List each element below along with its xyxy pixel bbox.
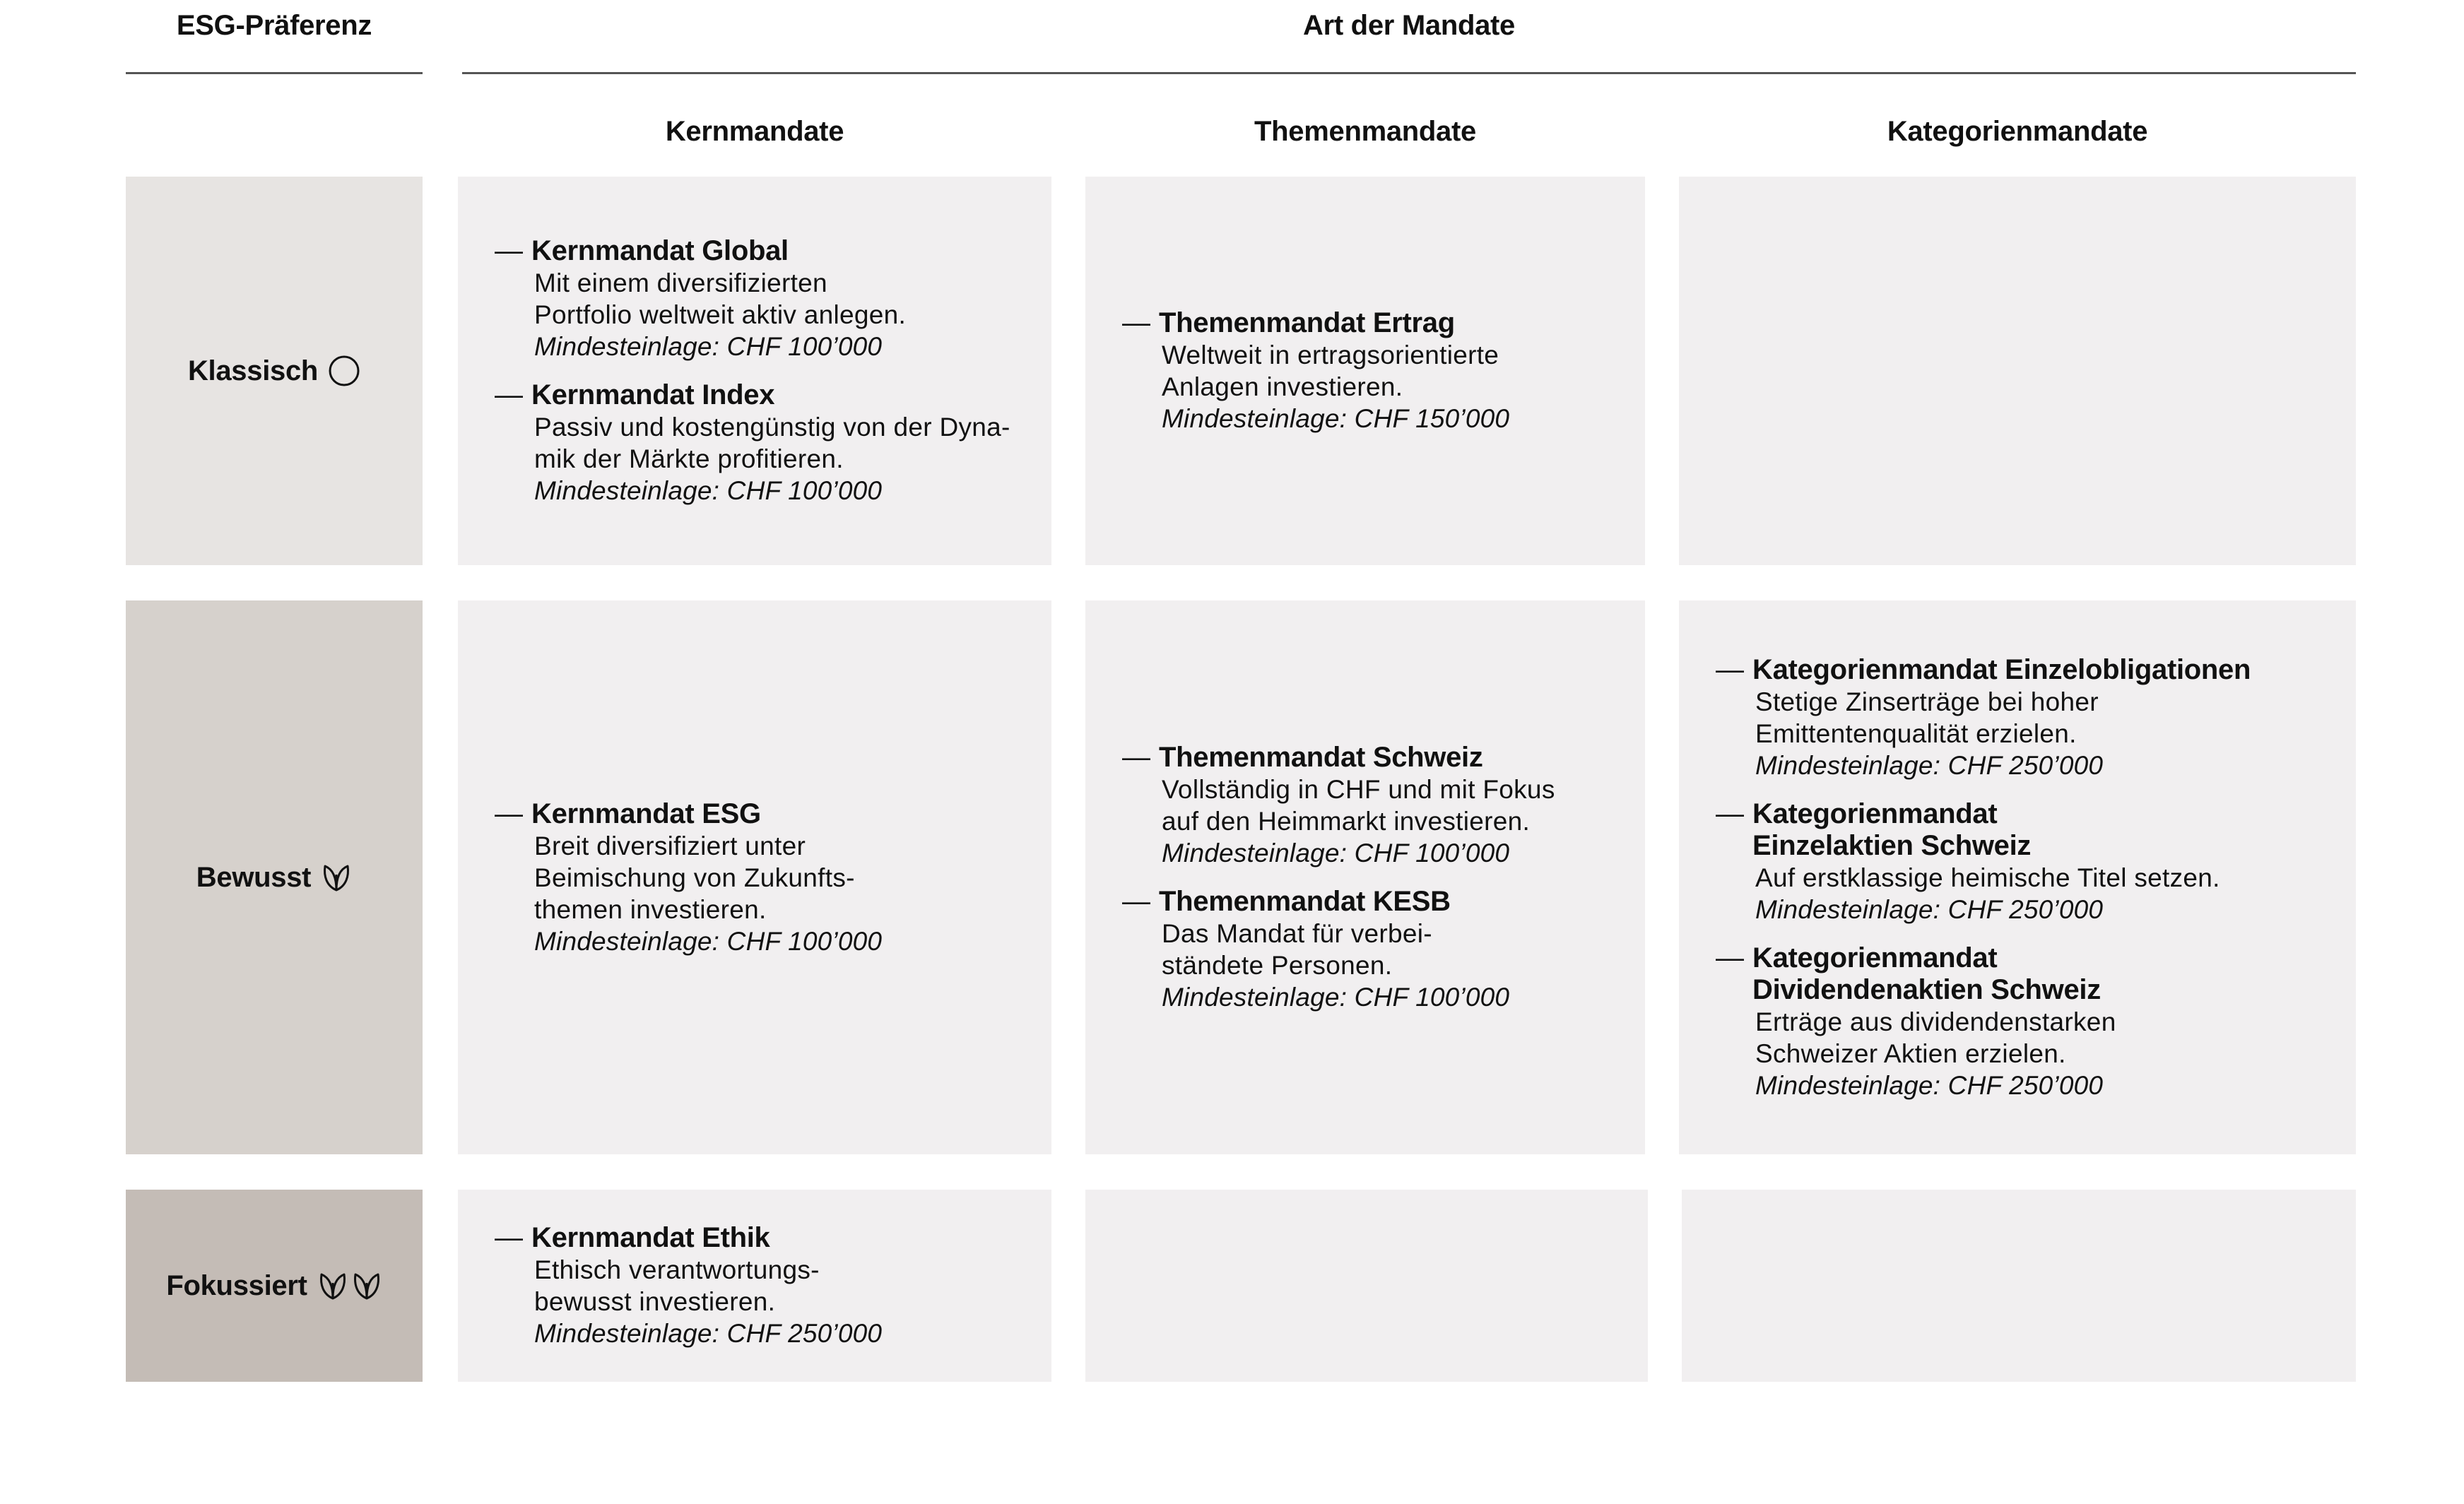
- mandate-title: Kernmandat Global: [531, 235, 789, 266]
- mandate-description: auf den Heimmarkt investieren.: [1162, 807, 1531, 836]
- double-leaf-icon: [317, 1270, 382, 1301]
- minimum-investment: Mindesteinlage: CHF 100’000: [534, 926, 883, 956]
- mandate-entry: [1679, 942, 2356, 1101]
- mandate-entry: [458, 235, 1051, 362]
- esg-row-bewusst: [126, 600, 423, 1154]
- mandate-entry: [458, 1222, 1051, 1349]
- mandate-description: Stetige Zinserträge bei hoher: [1755, 687, 2099, 716]
- entry-dash: —: [1716, 942, 1744, 973]
- entry-dash: —: [1716, 653, 1744, 685]
- cell-klassisch-kategorienmandate: [1679, 177, 2356, 565]
- minimum-investment: Mindesteinlage: CHF 150’000: [1162, 404, 1510, 433]
- mandate-description: Vollständig in CHF und mit Fokus: [1162, 775, 1555, 804]
- minimum-investment: Mindesteinlage: CHF 250’000: [1755, 750, 2104, 780]
- mandate-title: Kernmandat Ethik: [531, 1222, 770, 1253]
- entry-dash: —: [495, 379, 523, 410]
- esg-label-fokussiert: Fokussiert: [166, 1269, 307, 1301]
- cell-bewusst-kernmandate: [458, 600, 1051, 1154]
- cell-klassisch-themenmandate: [1085, 177, 1645, 565]
- esg-label-klassisch: Klassisch: [187, 355, 319, 386]
- cell-bewusst-themenmandate: [1085, 600, 1645, 1154]
- mandate-title: Themenmandat KESB: [1159, 886, 1451, 917]
- mandate-title: Kernmandat Index: [531, 379, 775, 410]
- mandate-description: Passiv und kostengünstig von der Dyna-: [534, 413, 1010, 442]
- esg-header-divider: [126, 72, 423, 74]
- mandate-description: Mit einem diversifizierten: [534, 268, 827, 297]
- mandate-header-divider: [462, 72, 2356, 74]
- mandate-description: mik der Märkte profitieren.: [534, 444, 844, 473]
- minimum-investment: Mindesteinlage: CHF 100’000: [1162, 983, 1510, 1012]
- mandate-title: Kategorienmandat Einzelobligationen: [1752, 653, 2251, 685]
- esg-row-klassisch: [126, 177, 423, 565]
- mandate-description: Emittentenqualität erzielen.: [1755, 718, 2077, 748]
- mandate-description: Ethisch verantwortungs-: [534, 1255, 820, 1284]
- mandate-description: Portfolio weltweit aktiv anlegen.: [534, 300, 907, 329]
- cell-klassisch-kernmandate: [458, 177, 1051, 565]
- minimum-investment: Mindesteinlage: CHF 250’000: [1755, 894, 2104, 924]
- mandate-description: Beimischung von Zukunfts-: [534, 863, 855, 892]
- entry-dash: —: [1716, 798, 1744, 829]
- cell-fokussiert-themenmandate: [1085, 1190, 1648, 1382]
- mandate-description: Auf erstklassige heimische Titel setzen.: [1755, 863, 2220, 892]
- mandate-entry: [1679, 798, 2356, 925]
- entry-dash: —: [495, 798, 523, 829]
- mandate-title: Themenmandat Ertrag: [1159, 307, 1455, 338]
- leaf-icon: [321, 862, 352, 893]
- minimum-investment: Mindesteinlage: CHF 100’000: [534, 332, 883, 361]
- mandate-description: ständete Personen.: [1162, 951, 1393, 980]
- mandate-entry: [458, 798, 1051, 957]
- cell-fokussiert-kernmandate: [458, 1190, 1051, 1382]
- mandate-description: Weltweit in ertragsorientierte: [1162, 341, 1499, 369]
- esg-row-fokussiert: [126, 1190, 423, 1382]
- circle-icon: [328, 355, 360, 387]
- mandate-description: Erträge aus dividendenstarken: [1755, 1007, 2116, 1036]
- column-header-kernmandate: Kernmandate: [665, 116, 844, 147]
- mandate-type-header: Art der Mandate: [1303, 10, 1515, 41]
- mandate-description: Anlagen investieren.: [1162, 372, 1403, 401]
- mandate-entry: [1679, 654, 2356, 781]
- mandate-title: Kategorienmandat: [1752, 798, 1998, 829]
- column-header-kategorienmandate: Kategorienmandate: [1887, 116, 2148, 147]
- mandate-title: Kernmandat ESG: [531, 798, 761, 829]
- entry-dash: —: [495, 1222, 523, 1253]
- esg-label-bewusst: Bewusst: [196, 861, 312, 893]
- mandate-title: Themenmandat Schweiz: [1159, 742, 1483, 773]
- cell-fokussiert-kategorienmandate: [1682, 1190, 2356, 1382]
- entry-dash: —: [1122, 886, 1150, 917]
- entry-dash: —: [495, 235, 523, 266]
- mandate-entry: [1085, 742, 1645, 869]
- mandate-description: themen investieren.: [534, 894, 767, 924]
- minimum-investment: Mindesteinlage: CHF 100’000: [1162, 839, 1510, 868]
- mandate-title: Kategorienmandat: [1752, 942, 1998, 973]
- esg-preference-header: ESG-Präferenz: [176, 10, 372, 41]
- entry-dash: —: [1122, 742, 1150, 773]
- mandate-entry: [458, 379, 1051, 507]
- mandate-description: bewusst investieren.: [534, 1287, 776, 1316]
- mandate-description: Breit diversifiziert unter: [534, 831, 806, 860]
- minimum-investment: Mindesteinlage: CHF 100’000: [534, 476, 883, 505]
- cell-bewusst-kategorienmandate: [1679, 600, 2356, 1154]
- minimum-investment: Mindesteinlage: CHF 250’000: [1755, 1070, 2104, 1100]
- column-header-themenmandate: Themenmandate: [1254, 116, 1476, 147]
- mandate-description: Das Mandat für verbei-: [1162, 919, 1432, 948]
- mandate-entry: [1085, 886, 1645, 1013]
- mandate-title-line2: Dividendenaktien Schweiz: [1752, 973, 2101, 1005]
- mandate-title-line2: Einzelaktien Schweiz: [1752, 829, 2032, 861]
- mandate-entry: [1085, 307, 1645, 434]
- mandate-description: Schweizer Aktien erzielen.: [1755, 1038, 2066, 1068]
- minimum-investment: Mindesteinlage: CHF 250’000: [534, 1319, 883, 1348]
- entry-dash: —: [1122, 307, 1150, 338]
